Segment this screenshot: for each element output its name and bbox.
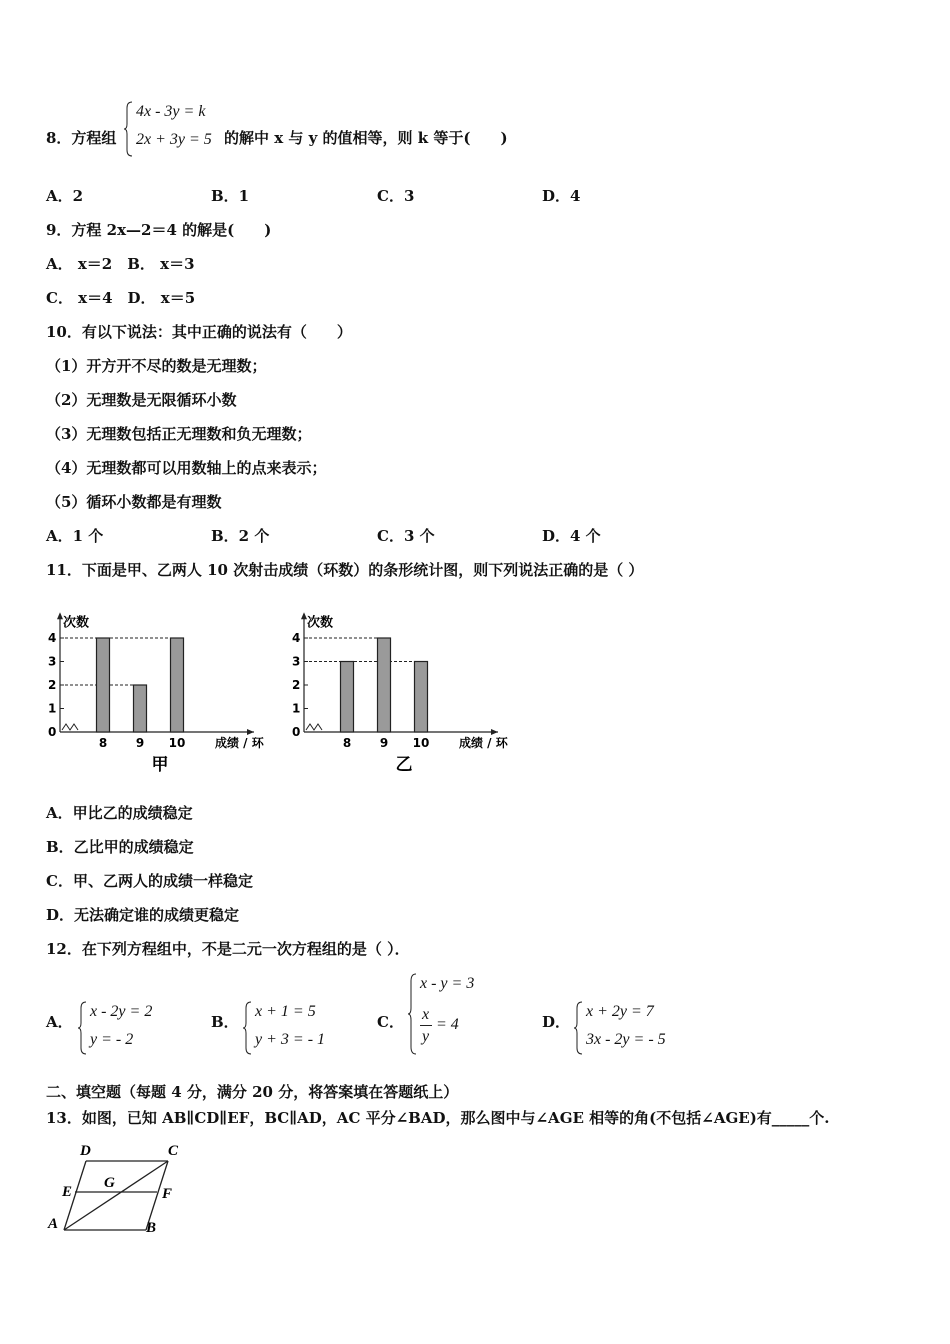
x-tick-label: 8 [342, 736, 352, 750]
point-label-f: F [162, 1186, 173, 1202]
bar-9 [378, 638, 391, 732]
point-label-b: B [146, 1220, 157, 1236]
bar-8 [97, 638, 110, 732]
q12-option-d-label: D． [542, 1013, 571, 1031]
q12-c-frac-den: y [422, 1028, 430, 1045]
x-tick-label: 10 [412, 736, 430, 750]
y-tick-label: 1 [48, 701, 57, 716]
chart-title: 乙 [395, 755, 413, 775]
q10-item-3: （3）无理数包括正无理数和负无理数； [46, 425, 312, 443]
q12-option-d-system [574, 1000, 694, 1056]
axis-break-icon [306, 724, 322, 730]
q11-option-a: A．甲比乙的成绩稳定 [46, 804, 193, 822]
q12-a-eq1: x - 2y = 2 [90, 1003, 153, 1020]
x-tick-label: 8 [98, 736, 108, 750]
brace-icon [124, 100, 134, 158]
q11-option-d: D．无法确定谁的成绩更稳定 [46, 906, 240, 924]
bar-10 [415, 662, 428, 733]
y-axis-label: 次数 [63, 615, 90, 631]
q10-option-a: A．1 个 [46, 527, 104, 545]
point-label-a: A [48, 1216, 59, 1232]
q12-c-frac-num: x [422, 1006, 430, 1023]
q11-stem: 11．下面是甲、乙两人 10 次射击成绩（环数）的条形统计图，则下列说法正确的是（ ） [46, 561, 644, 579]
q8-option-b: B．1 [211, 187, 250, 205]
q12-option-b-label: B． [211, 1013, 239, 1031]
point-label-e: E [62, 1184, 73, 1200]
q12-option-c-label: C． [377, 1013, 404, 1031]
section-heading: 二、填空题（每题 4 分，满分 20 分，将答案填在答题纸上） [46, 1083, 459, 1101]
q12-c-eq1: x - y = 3 [420, 975, 475, 992]
y-tick-label: 3 [48, 654, 57, 669]
y-tick-label: 2 [292, 678, 301, 692]
q12-option-c-system [408, 972, 508, 1056]
chart-title: 甲 [151, 755, 169, 775]
bar-8 [341, 662, 354, 733]
y-tick-label: 3 [292, 654, 301, 669]
point-label-c: C [168, 1143, 179, 1159]
q11-option-b: B．乙比甲的成绩稳定 [46, 838, 194, 856]
y-tick-label: 0 [292, 725, 301, 739]
x-axis-label: 成绩 / 环 [459, 736, 508, 750]
q13-parallelogram-figure [40, 1138, 200, 1238]
q10-item-2: （2）无理数是无限循环小数 [46, 391, 237, 409]
q12-a-eq2: y = - 2 [90, 1031, 134, 1048]
q12-c-fraction-bar [420, 1025, 432, 1026]
q10-option-d: D．4 个 [542, 527, 601, 545]
x-tick-label: 9 [379, 736, 389, 750]
q8-equation-system [124, 100, 224, 158]
brace-icon [243, 1000, 253, 1056]
q8-option-a: A．2 [46, 187, 84, 205]
q10-item-5: （5）循环小数都是有理数 [46, 493, 222, 511]
q12-c-frac-rest: = 4 [436, 1016, 459, 1033]
bar-chart-jia [40, 590, 280, 780]
q12-option-b-system [243, 1000, 353, 1056]
x-axis-arrow-icon [247, 729, 254, 735]
x-axis-arrow-icon [491, 729, 498, 735]
q12-option-a-label: A． [46, 1013, 73, 1031]
q8-prefix: 8．方程组 [46, 129, 117, 147]
q12-option-a-system [78, 1000, 178, 1056]
q8-eq2: 2x + 3y = 5 [136, 131, 212, 148]
y-tick-label: 4 [48, 631, 57, 645]
y-tick-label: 0 [48, 725, 57, 739]
q9-options-row2: C． x＝4 D． x＝5 [46, 289, 196, 307]
bar-10 [171, 638, 184, 732]
brace-icon [574, 1000, 584, 1056]
q9-stem: 9．方程 2x—2＝4 的解是( ) [46, 221, 272, 239]
point-label-d: D [80, 1143, 91, 1159]
q12-b-eq1: x + 1 = 5 [255, 1003, 316, 1020]
q9-options-row1: A． x＝2 B． x＝3 [46, 255, 195, 273]
q8-suffix: 的解中 x 与 y 的值相等，则 k 等于( ) [224, 129, 508, 147]
y-tick-label: 1 [292, 701, 301, 716]
q8-option-c: C．3 [377, 187, 415, 205]
q10-option-b: B．2 个 [211, 527, 270, 545]
q12-stem: 12．在下列方程组中，不是二元一次方程组的是（ ）． [46, 940, 410, 958]
q11-option-c: C．甲、乙两人的成绩一样稳定 [46, 872, 253, 890]
bar-chart-yi [284, 590, 524, 780]
q10-option-c: C．3 个 [377, 527, 435, 545]
brace-icon [78, 1000, 88, 1056]
x-tick-label: 10 [168, 736, 186, 750]
x-tick-label: 9 [135, 736, 145, 750]
q12-d-eq1: x + 2y = 7 [586, 1003, 654, 1020]
q13-stem: 13．如图，已知 AB∥CD∥EF，BC∥AD，AC 平分∠BAD，那么图中与∠AGE 相等的角(不包括∠AGE)有_____个. [46, 1109, 830, 1127]
q8-option-d: D．4 [542, 187, 581, 205]
y-tick-label: 4 [292, 631, 301, 645]
y-tick-label: 2 [48, 678, 57, 692]
brace-icon [408, 972, 418, 1056]
bar-9 [134, 685, 147, 732]
q12-b-eq2: y + 3 = - 1 [255, 1031, 326, 1048]
q10-stem: 10．有以下说法：其中正确的说法有（ ） [46, 323, 352, 341]
q8-eq1: 4x - 3y = k [136, 103, 206, 120]
axis-break-icon [62, 724, 78, 730]
point-label-g: G [104, 1175, 115, 1191]
y-axis-label: 次数 [307, 615, 334, 631]
q12-d-eq2: 3x - 2y = - 5 [586, 1031, 666, 1048]
x-axis-label: 成绩 / 环 [215, 736, 264, 750]
q10-item-4: （4）无理数都可以用数轴上的点来表示； [46, 459, 327, 477]
q10-item-1: （1）开方开不尽的数是无理数； [46, 357, 267, 375]
